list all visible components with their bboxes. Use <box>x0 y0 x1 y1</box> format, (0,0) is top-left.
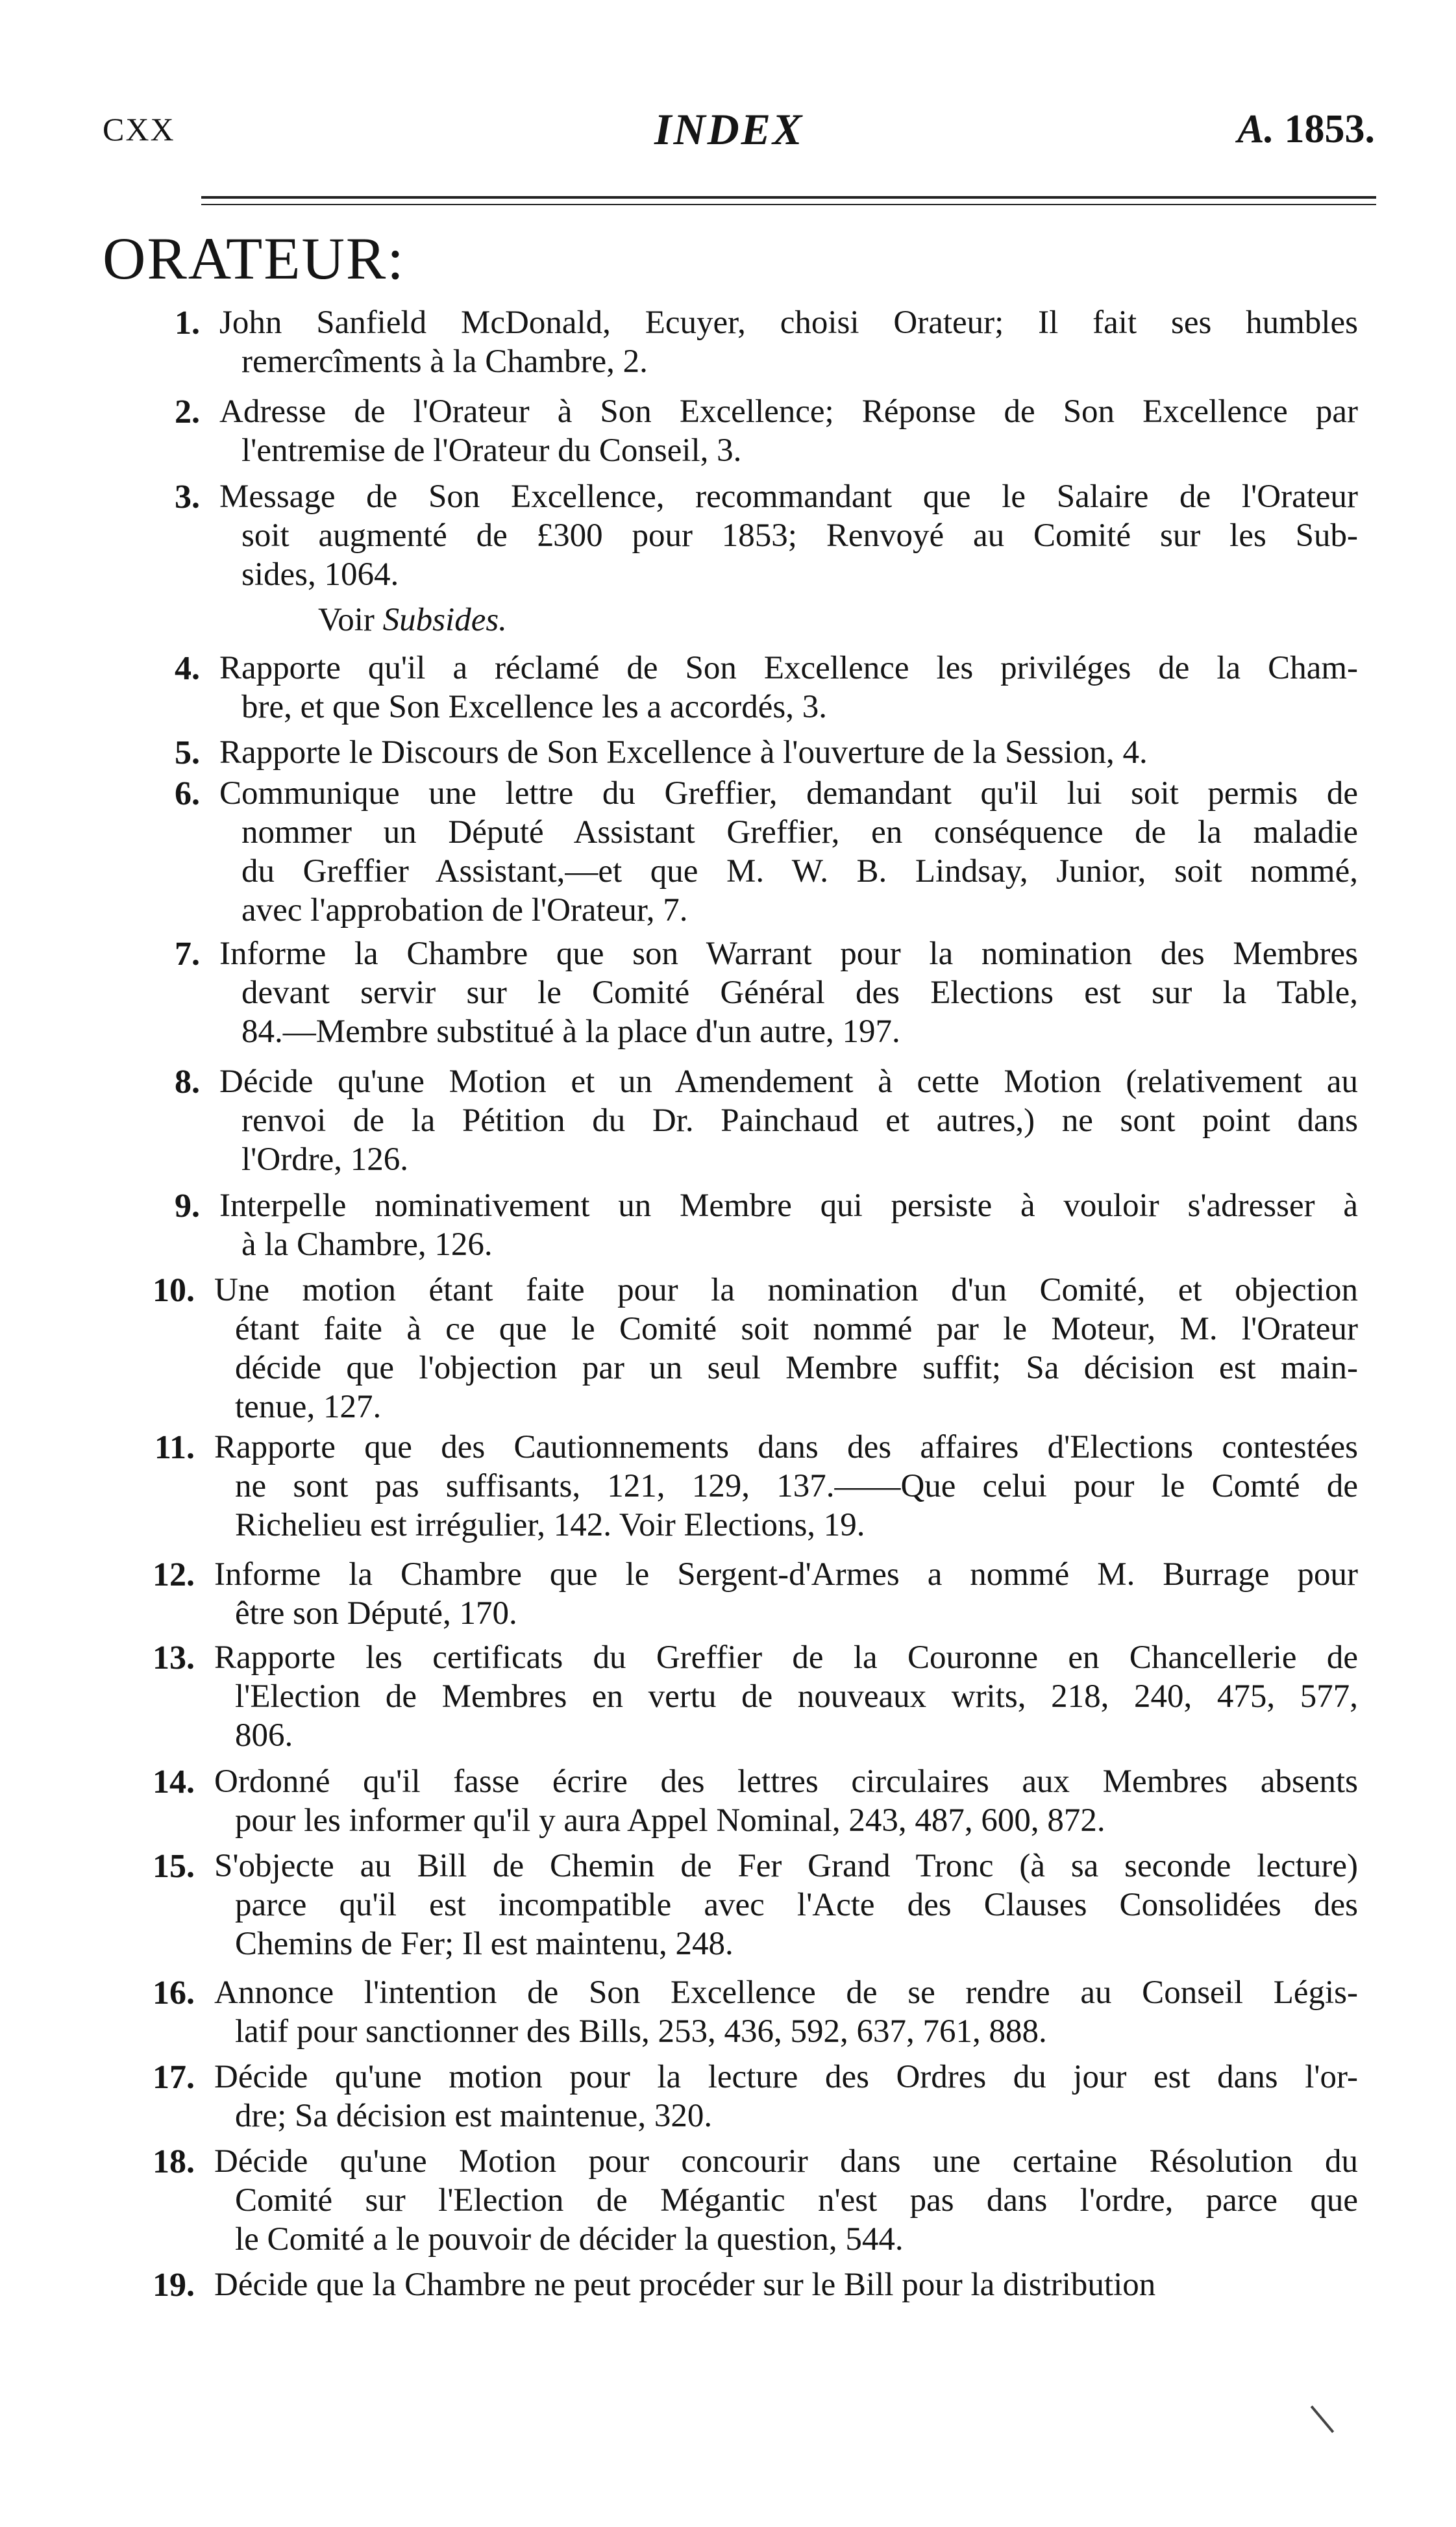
entry-line: Message de Son Excellence, recommandant que le Salaire de l'Orateur <box>219 479 1358 515</box>
entry-number: 19. <box>153 2267 195 2304</box>
entry-number: 12. <box>153 1556 195 1593</box>
entry-number: 2. <box>175 393 200 430</box>
entry-number: 7. <box>175 936 200 973</box>
page-header <box>103 104 1375 162</box>
entry-number: 3. <box>175 479 200 516</box>
entry-number: 11. <box>154 1429 195 1466</box>
entry-line: bre, et que Son Excellence les a accordés, 3. <box>241 689 828 725</box>
entry-line: John Sanfield McDonald, Ecuyer, choisi Orateur; Il fait ses humbles <box>219 305 1358 341</box>
entry-number: 18. <box>153 2143 195 2180</box>
entry-line: Annonce l'intention de Son Excellence de se rendre au Conseil Légis- <box>214 1974 1358 2011</box>
entry-number: 13. <box>153 1639 195 1676</box>
entry-line: décide que l'objection par un seul Membre suffit; Sa décision est main- <box>235 1350 1358 1386</box>
entry-line: l'entremise de l'Orateur du Conseil, 3. <box>241 432 742 469</box>
entry-line: l'Ordre, 126. <box>241 1141 409 1178</box>
entry-line: le Comité a le pouvoir de décider la question, 544. <box>235 2221 904 2258</box>
entry-line: Informe la Chambre que son Warrant pour la nomination des Membres <box>219 936 1358 972</box>
entry-line: l'Election de Membres en vertu de nouveaux writs, 218, 240, 475, 577, <box>235 1678 1358 1715</box>
see-also-prefix: Voir <box>318 602 375 638</box>
entry-line: sides, 1064. <box>241 556 399 593</box>
entry-line: remercîments à la Chambre, 2. <box>241 343 648 380</box>
entry-line: du Greffier Assistant,—et que M. W. B. Lindsay, Junior, soit nommé, <box>241 853 1358 890</box>
entry-number: 15. <box>153 1848 195 1885</box>
see-also-ref: Subsides. <box>382 602 507 638</box>
entry-line: nommer un Député Assistant Greffier, en conséquence de la maladie <box>241 814 1358 851</box>
entry-line: Informe la Chambre que le Sergent-d'Armes a nommé M. Burrage pour <box>214 1556 1358 1593</box>
entry-line: soit augmenté de £300 pour 1853; Renvoyé au Comité sur les Sub- <box>241 517 1358 554</box>
entry-line: Décide qu'une Motion et un Amendement à cette Motion (relativement au <box>219 1064 1358 1100</box>
entry-number: 5. <box>175 734 200 771</box>
entry-line: Richelieu est irrégulier, 142. Voir Elections, 19. <box>235 1507 865 1543</box>
entry-number: 17. <box>153 2059 195 2096</box>
entry-line: être son Député, 170. <box>235 1595 517 1632</box>
entry-line: latif pour sanctionner des Bills, 253, 436, 592, 637, 761, 888. <box>235 2013 1047 2050</box>
entry-line: ne sont pas suffisants, 121, 129, 137.——Que celui pour le Comté de <box>235 1468 1358 1504</box>
entry-line: Rapporte que des Cautionnements dans des affaires d'Elections contestées <box>214 1429 1358 1465</box>
entry-line: Interpelle nominativement un Membre qui persiste à vouloir s'adresser à <box>219 1188 1358 1224</box>
entry-line: parce qu'il est incompatible avec l'Acte des Clauses Consolidées des <box>235 1887 1358 1923</box>
entry-line: devant servir sur le Comité Général des Elections est sur la Table, <box>241 975 1358 1011</box>
entry-line: tenue, 127. <box>235 1389 382 1425</box>
see-also-reference <box>318 601 507 639</box>
entry-number: 6. <box>175 775 200 812</box>
entry-line: Rapporte le Discours de Son Excellence à l'ouverture de la Session, 4. <box>219 734 1148 771</box>
entry-line: Chemins de Fer; Il est maintenu, 248. <box>235 1926 734 1962</box>
entry-line: avec l'approbation de l'Orateur, 7. <box>241 892 688 928</box>
entry-line: Décide qu'une motion pour la lecture des Ordres du jour est dans l'or- <box>214 2059 1358 2095</box>
entry-number: 8. <box>175 1064 200 1101</box>
entry-line: renvoi de la Pétition du Dr. Painchaud et autres,) ne sont point dans <box>241 1102 1358 1139</box>
page-title: INDEX <box>654 105 804 154</box>
entry-line: Décide qu'une Motion pour concourir dans une certaine Résolution du <box>214 2143 1358 2180</box>
entry-line: Rapporte qu'il a réclamé de Son Excellence les priviléges de la Cham- <box>219 650 1358 686</box>
entry-line: Rapporte les certificats du Greffier de la Couronne en Chancellerie de <box>214 1639 1358 1676</box>
year-prefix: A. <box>1237 107 1274 151</box>
entry-number: 9. <box>175 1188 200 1225</box>
entry-line: 806. <box>235 1717 293 1754</box>
entry-line: pour les informer qu'il y aura Appel Nominal, 243, 487, 600, 872. <box>235 1802 1105 1839</box>
entry-line: Décide que la Chambre ne peut procéder sur le Bill pour la distribution <box>214 2267 1156 2303</box>
entry-line: Ordonné qu'il fasse écrire des lettres circulaires aux Membres absents <box>214 1763 1358 1800</box>
entry-line: Communique une lettre du Greffier, demandant qu'il lui soit permis de <box>219 775 1358 812</box>
entry-line: Une motion étant faite pour la nomination d'un Comité, et objection <box>214 1272 1358 1308</box>
page-number: CXX <box>103 111 175 147</box>
entry-number: 14. <box>153 1763 195 1800</box>
entry-line: 84.—Membre substitué à la place d'un autre, 197. <box>241 1014 900 1050</box>
entry-number: 4. <box>175 650 200 687</box>
entry-line: à la Chambre, 126. <box>241 1226 493 1263</box>
entry-number: 1. <box>175 305 200 342</box>
entry-line: étant faite à ce que le Comité soit nommé par le Moteur, M. l'Orateur <box>235 1311 1358 1347</box>
entry-line: dre; Sa décision est maintenue, 320. <box>235 2098 713 2134</box>
header-rule-thick <box>201 196 1376 199</box>
header-rule-thin <box>201 204 1376 205</box>
entry-line: Comité sur l'Election de Mégantic n'est pas dans l'ordre, parce que <box>235 2182 1358 2219</box>
page-year <box>1237 106 1375 153</box>
year-value: 1853. <box>1284 107 1375 151</box>
stray-mark <box>1311 2406 1334 2433</box>
entry-number: 10. <box>153 1272 195 1309</box>
entry-number: 16. <box>153 1974 195 2011</box>
entry-line: S'objecte au Bill de Chemin de Fer Grand Tronc (à sa seconde lecture) <box>214 1848 1358 1884</box>
entry-line: Adresse de l'Orateur à Son Excellence; Réponse de Son Excellence par <box>219 393 1358 430</box>
section-title: ORATEUR: <box>103 225 405 292</box>
